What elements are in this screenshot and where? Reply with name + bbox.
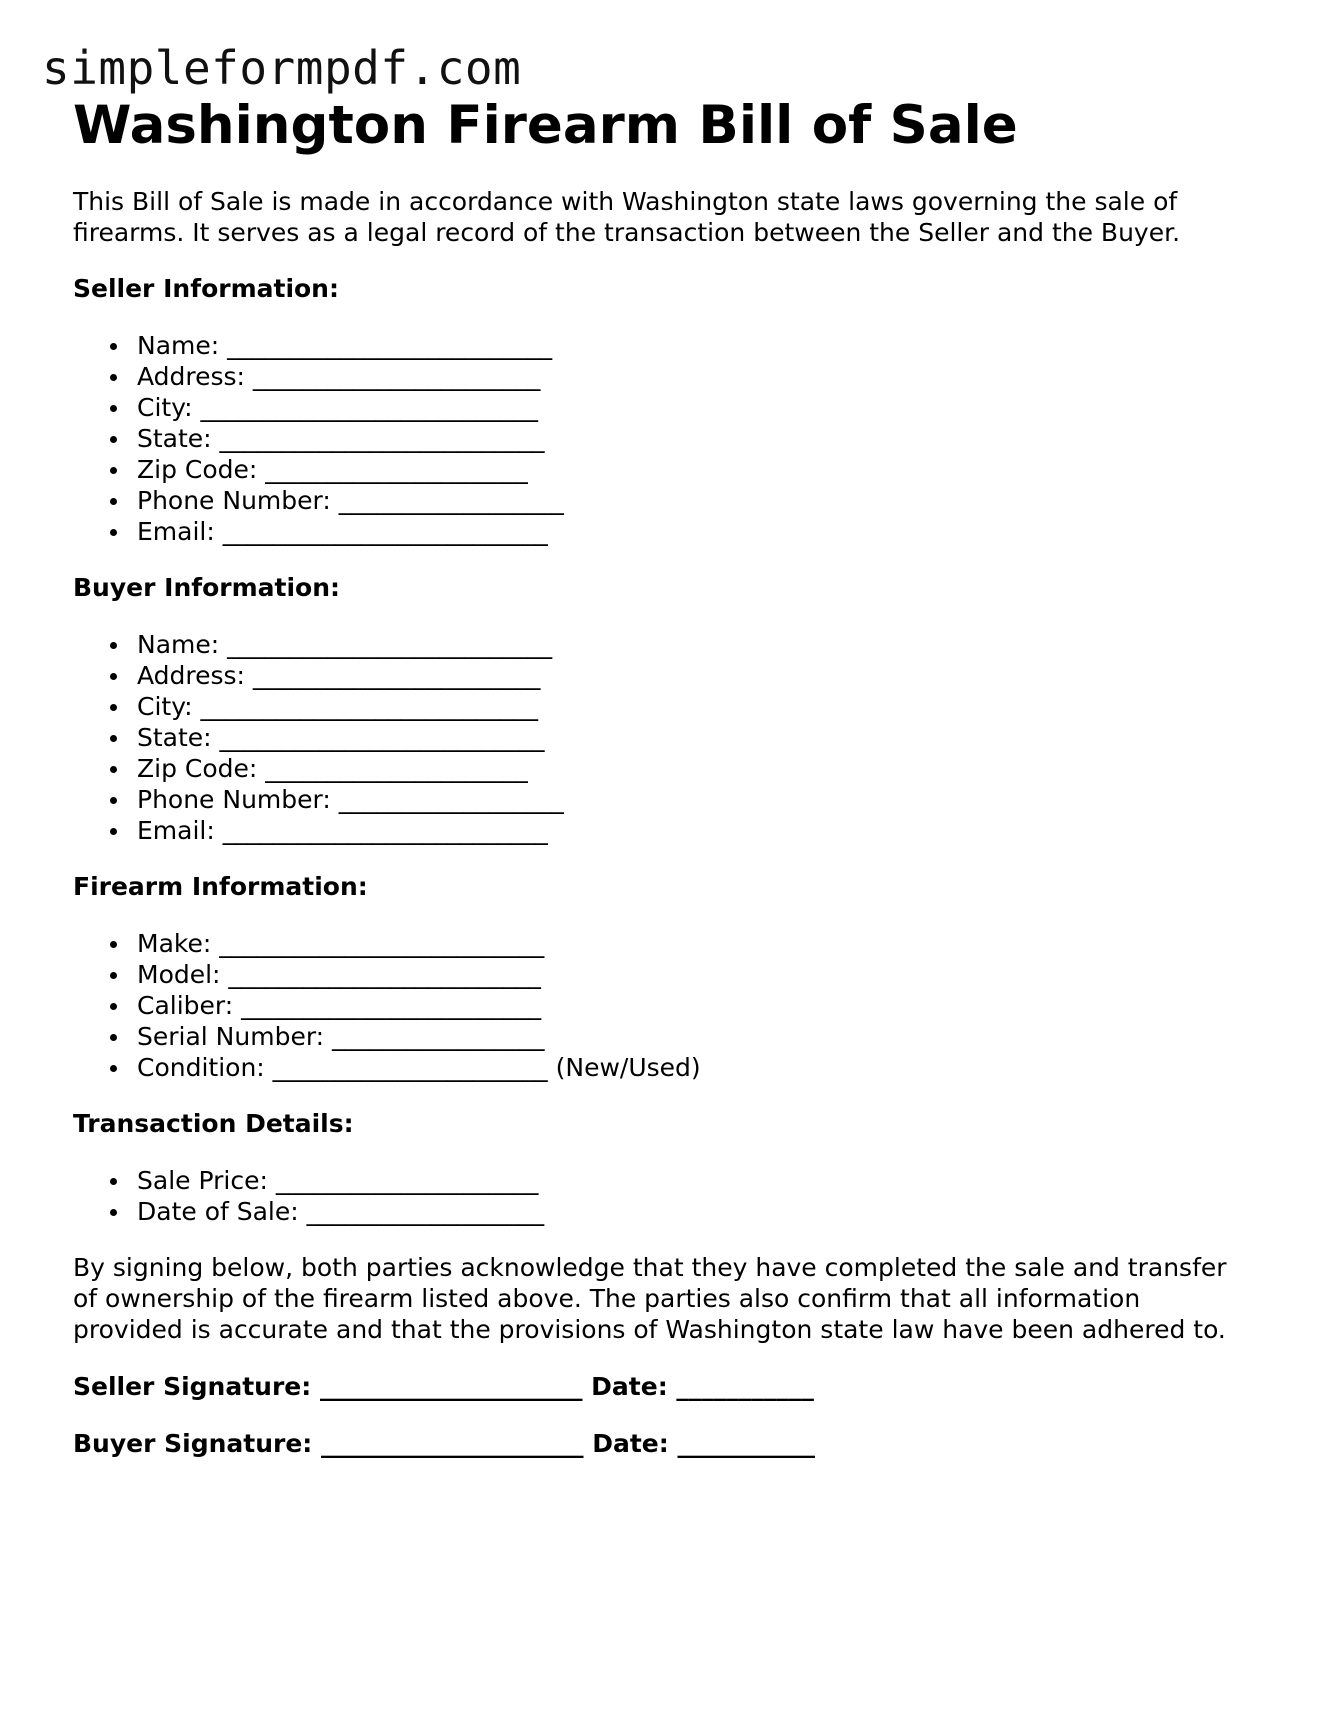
seller-city-field: City: ___________________________ <box>137 392 1253 423</box>
intro-paragraph: This Bill of Sale is made in accordance with Washington state laws governing the sale of firearms. It serves as a legal record of the transaction between the Seller and the Buyer. <box>73 187 1181 247</box>
buyer-name-field: Name: __________________________ <box>137 629 1253 660</box>
firearm-model-field: Model: _________________________ <box>137 959 1253 990</box>
seller-signature-line: Seller Signature: _____________________ Date: ___________ <box>73 1372 814 1401</box>
buyer-address-field: Address: _______________________ <box>137 660 1253 691</box>
seller-info-heading: Seller Information: <box>73 274 339 303</box>
firearm-info-heading: Firearm Information: <box>73 872 368 901</box>
buyer-info-heading: Buyer Information: <box>73 573 341 602</box>
acknowledgement-paragraph: By signing below, both parties acknowledge that they have completed the sale and transfer of ownership of the firearm listed above. The parties also confirm that all information provided is accurate and that the provisions of Washington state law have been adhered to. <box>73 1253 1227 1344</box>
document-page <box>73 92 1253 1459</box>
seller-state-field: State: __________________________ <box>137 423 1253 454</box>
seller-email-field: Email: __________________________ <box>137 516 1253 547</box>
buyer-city-field: City: ___________________________ <box>137 691 1253 722</box>
watermark: simpleformpdf.com <box>42 41 522 95</box>
seller-address-field: Address: _______________________ <box>137 361 1253 392</box>
buyer-email-field: Email: __________________________ <box>137 815 1253 846</box>
firearm-serial-field: Serial Number: _________________ <box>137 1021 1253 1052</box>
buyer-signature-line: Buyer Signature: _____________________ Date: ___________ <box>73 1429 815 1458</box>
buyer-state-field: State: __________________________ <box>137 722 1253 753</box>
seller-zip-field: Zip Code: _____________________ <box>137 454 1253 485</box>
sale-price-field: Sale Price: _____________________ <box>137 1165 1253 1196</box>
firearm-make-field: Make: __________________________ <box>137 928 1253 959</box>
sale-date-field: Date of Sale: ___________________ <box>137 1196 1253 1227</box>
firearm-caliber-field: Caliber: ________________________ <box>137 990 1253 1021</box>
seller-info-list <box>73 330 1253 547</box>
firearm-info-list <box>73 928 1253 1083</box>
transaction-details-heading: Transaction Details: <box>73 1109 354 1138</box>
seller-phone-field: Phone Number: __________________ <box>137 485 1253 516</box>
firearm-condition-field: Condition: ______________________ (New/Used) <box>137 1052 1253 1083</box>
buyer-info-list <box>73 629 1253 846</box>
buyer-zip-field: Zip Code: _____________________ <box>137 753 1253 784</box>
transaction-details-list <box>73 1165 1253 1227</box>
document-title: Washington Firearm Bill of Sale <box>73 95 1018 156</box>
buyer-phone-field: Phone Number: __________________ <box>137 784 1253 815</box>
seller-name-field: Name: __________________________ <box>137 330 1253 361</box>
